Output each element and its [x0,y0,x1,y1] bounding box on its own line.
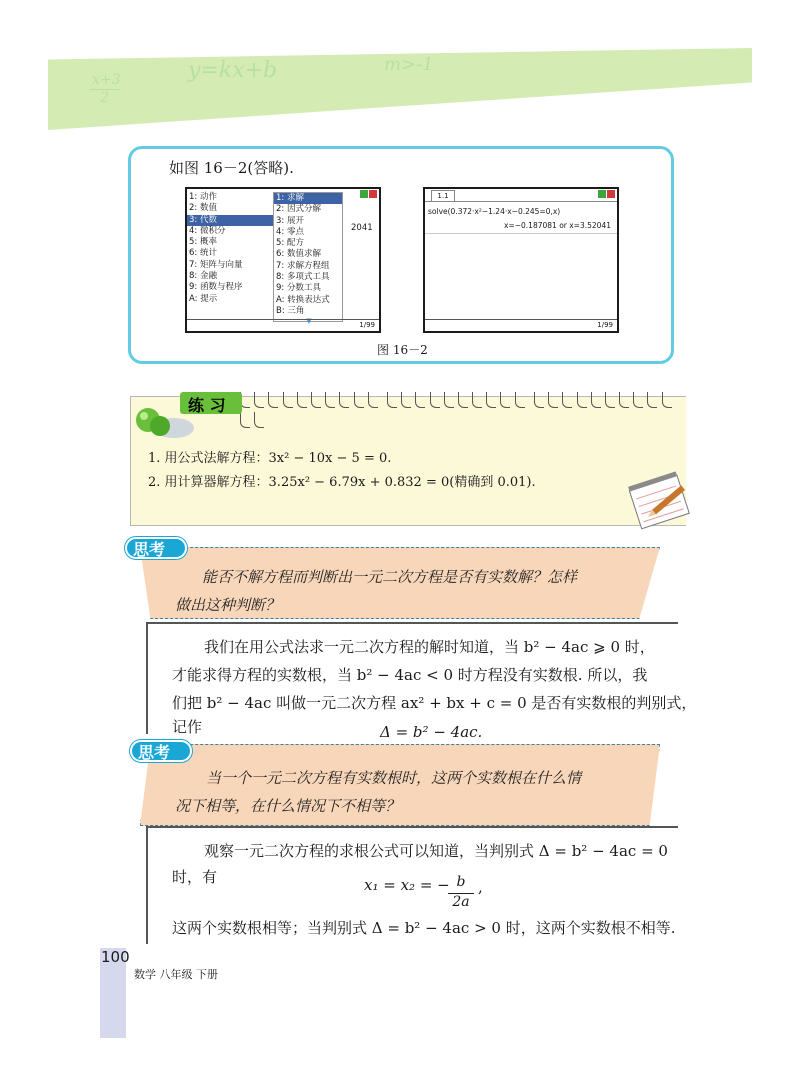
para-1-line-4: 记作 [172,718,203,736]
notebook-spiral [240,392,680,410]
para-1-line-2: 才能求得方程的实数根，当 b² − 4ac < 0 时方程没有实数根. 所以，我 [172,666,648,684]
think-2-line-1: 当一个一元二次方程有实数根时，这两个实数根在什么情 [206,769,582,787]
menu-item-actions[interactable]: 1: 动作 [189,192,217,202]
header-fraction-numerator: x+3 [92,72,121,88]
think-1-line-2: 做出这种判断？ [175,596,281,614]
para-2-line-1: 观察一元二次方程的求根公式可以知道，当判别式 Δ = b² − 4ac = 0 [204,842,668,860]
submenu-item-convert-expression[interactable]: A: 转换表达式 [276,294,330,305]
menu-item-number[interactable]: 2: 数值 [189,203,217,214]
menu-item-algebra[interactable]: 3: 代数 [187,215,273,226]
header-inequality: m>-1 [384,54,434,75]
submenu-item-trig[interactable]: B: 三角 [276,305,305,316]
solve-result: x=−0.187081 or x=3.52041 [504,221,611,230]
calculator-submenu [273,192,343,326]
figure-caption: 图 16－2 [377,343,428,357]
root-formula-denominator: 2a [452,894,470,910]
history-counter: 1/99 [425,319,617,331]
submenu-item-expand[interactable]: 3: 展开 [276,215,304,226]
close-icon[interactable] [369,190,377,198]
submenu-item-zeros[interactable]: 4: 零点 [276,226,304,237]
book-title: 数学 八年级 下册 [134,968,218,981]
root-formula-lhs: x₁ = x₂ = − [364,876,450,894]
para-2-line-2: 时，有 [172,868,218,886]
figure-intro: 如图 16－2(答略). [169,159,294,177]
root-formula-numerator: b [456,874,466,890]
para-2-line-3: 这两个实数根相等；当判别式 Δ = b² − 4ac > 0 时，这两个实数根不相等. [172,919,676,937]
calculator-main-menu [187,192,273,305]
menu-item-calculus[interactable]: 4: 微积分 [189,225,226,236]
exercise-2: 2. 用计算器解方程：3.25x² − 6.79x + 0.832 = 0(精确到 0.01). [148,475,536,490]
menu-item-functions[interactable]: 9: 函数与程序 [189,282,243,293]
para-1-line-1: 我们在用公式法求一元二次方程的解时知道，当 b² − 4ac ⩾ 0 时， [204,638,655,656]
header-linear-function: y=kx+b [188,58,278,83]
scroll-down-arrow-icon[interactable]: ▼ [306,317,312,326]
battery-icon [598,190,606,198]
notepad-pencil-icon [620,470,698,532]
exercise-1: 1. 用公式法解方程：3x² − 10x − 5 = 0. [148,451,392,466]
submenu-item-solve[interactable]: 1: 求解 [274,193,342,204]
calculator-screen-menu [185,187,381,333]
think-1-line-1: 能否不解方程而判断出一元二次方程是否有实数解？怎样 [202,568,578,586]
para-1-line-3: 们把 b² − 4ac 叫做一元二次方程 ax² + bx + c = 0 是否有实数根的判别式， [172,694,697,712]
submenu-item-solve-system[interactable]: 7: 求解方程组 [276,260,330,271]
calculator-screen-result [423,187,619,333]
practice-label-text: 练 习 [188,396,226,415]
menu-item-probability[interactable]: 5: 概率 [189,237,217,248]
page-number: 100 [101,948,130,966]
close-icon[interactable] [607,190,615,198]
discriminant-formula: Δ = b² − 4ac. [380,723,483,741]
practice-label [180,392,242,414]
menu-item-finance[interactable]: 8: 金融 [189,271,217,282]
menu-item-matrix[interactable]: 7: 矩阵与向量 [189,259,243,270]
background-result-value: 2041 [351,223,373,233]
window-controls [597,190,615,200]
battery-icon [360,190,368,198]
think-2-line-2: 况下相等，在什么情况下不相等？ [175,797,401,815]
menu-item-hints[interactable]: A: 提示 [189,293,218,304]
submenu-item-polynomial-tools[interactable]: 8: 多项式工具 [276,272,330,283]
submenu-item-factor[interactable]: 2: 因式分解 [276,204,321,215]
think-badge-2: 思考 [130,740,192,762]
submenu-item-numeric-solve[interactable]: 6: 数值求解 [276,249,321,260]
menu-item-statistics[interactable]: 6: 统计 [189,248,217,259]
figure-box [128,146,674,364]
entry-divider [425,233,617,234]
submenu-item-fraction-tools[interactable]: 9: 分数工具 [276,283,321,294]
header-fraction-denominator: 2 [100,90,109,106]
window-controls [359,190,377,200]
document-tab[interactable]: 1.1 [431,190,455,202]
submenu-item-complete-square[interactable]: 5: 配方 [276,238,304,249]
think-badge-1: 思考 [125,537,187,559]
root-formula-comma: , [478,878,483,896]
solve-command: solve(0.372·x²−1.24·x−0.245=0,x) [428,207,561,216]
document-tab-bar [425,189,617,202]
history-counter: 1/99 [187,319,379,331]
